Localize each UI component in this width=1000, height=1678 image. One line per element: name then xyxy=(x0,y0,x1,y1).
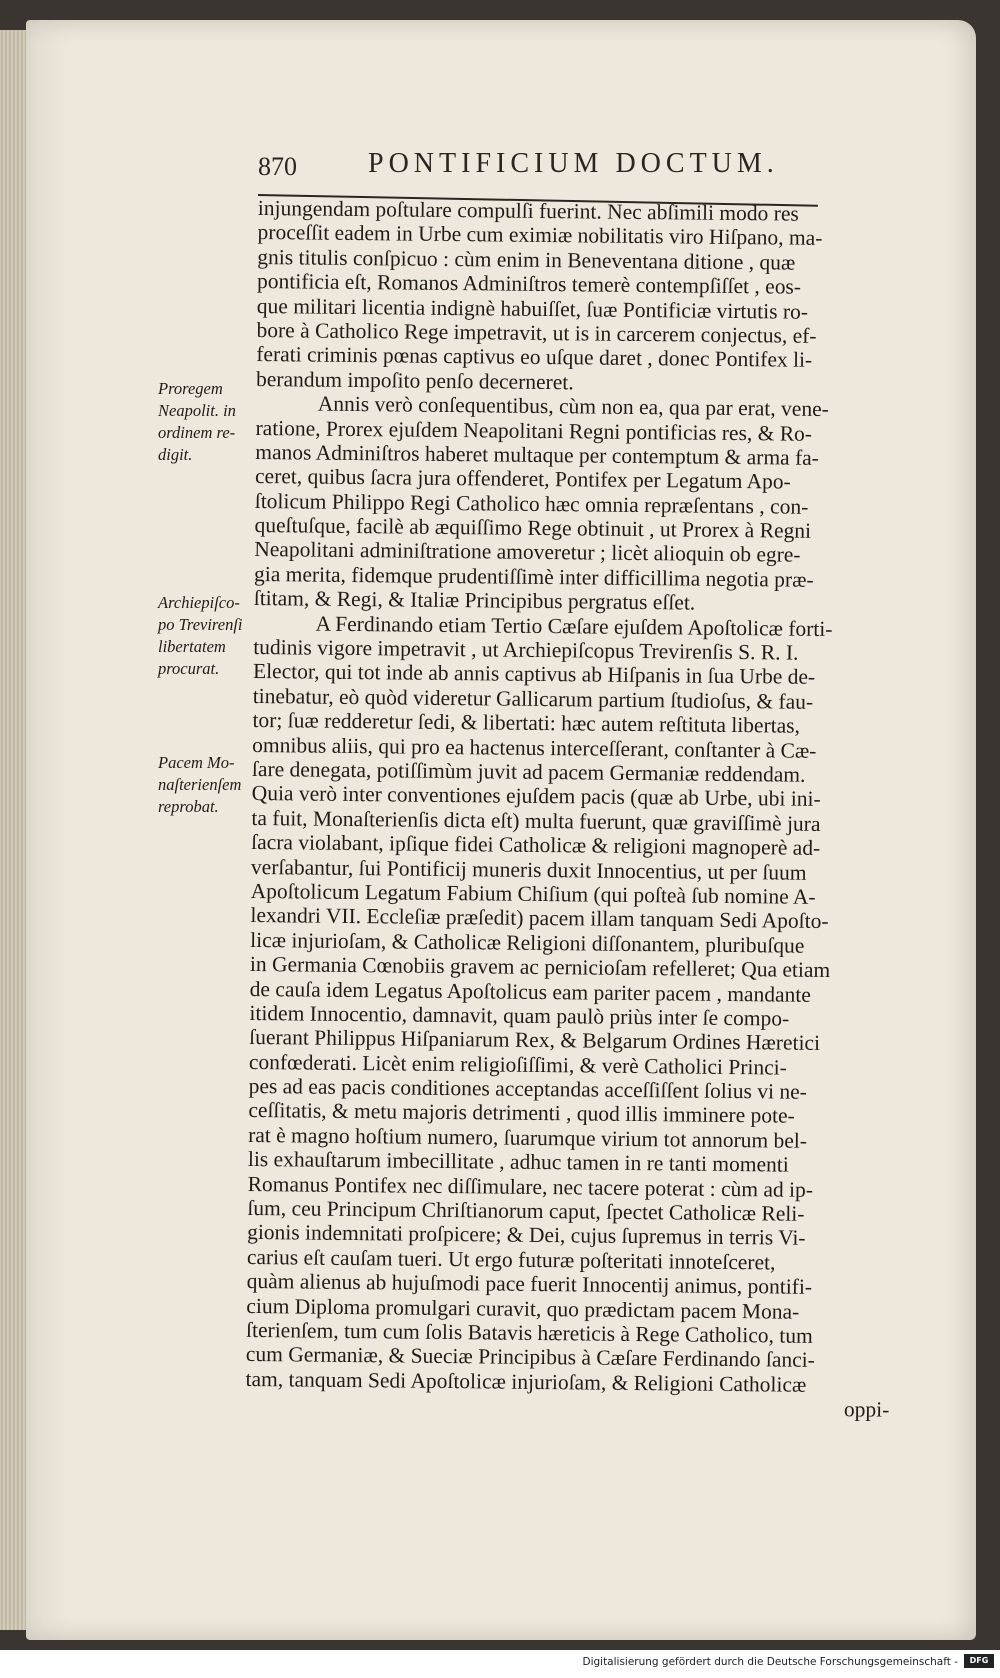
marginal-line: digit. xyxy=(158,445,193,464)
text-line: manos Adminiſtros haberet multaque per contemptum & arma fa- xyxy=(255,439,820,470)
marginal-line: Pacem Mo- xyxy=(158,753,235,772)
text-line: bore à Catholico Rege impetravit, ut is in carcerem conjectus, ef- xyxy=(256,317,817,348)
text-line: injungendam poſtulare compulſi fuerint. Nec abſimili modo res xyxy=(257,196,799,226)
marginal-line: procurat. xyxy=(158,659,220,678)
text-line: Apoſtolicum Legatum Fabium Chiſium (qui poſteà ſub nomine A- xyxy=(250,878,816,909)
marginal-line: po Trevirenſi xyxy=(158,615,243,634)
text-line: ſtitam, & Regi, & Italiæ Principibus pergratus eſſet. xyxy=(253,586,696,615)
text-line: A Ferdinando etiam Tertio Cæſare ejuſdem Apoſtolicæ forti- xyxy=(315,611,833,641)
text-line: ſuerant Philippus Hiſpaniarum Rex, & Belgarum Ordines Hæretici xyxy=(249,1025,821,1056)
marginal-line: naſterienſem xyxy=(158,775,242,794)
running-head xyxy=(258,148,818,188)
text-line: ta fuit, Monaſterienſis dicta eſt) multa fuerunt, quæ graviſſimè jura xyxy=(251,805,821,836)
text-line: proceſſit eadem in Urbe cum eximiæ nobilitatis viro Hiſpano, ma- xyxy=(257,220,823,251)
text-line: in Germania Cœnobiis gravem ac pernicioſam refelleret; Qua etiam xyxy=(249,952,831,983)
catchword: oppi- xyxy=(843,1397,890,1422)
marginal-line: Archiepiſco- xyxy=(158,593,240,612)
text-line: ſacra violabant, ipſique fidei Catholicæ & religioni magnoperè ad- xyxy=(251,830,821,861)
text-line: quàm alienus ab hujuſmodi pace fuerit Innocentij animus, pontifi- xyxy=(246,1269,813,1300)
dfg-logo: DFG xyxy=(964,1654,994,1668)
text-line: gionis indemnitati proſpicere; & Dei, cujus ſupremus in terris Vi- xyxy=(247,1220,806,1251)
text-line: gnis titulis conſpicuo : cùm enim in Beneventana ditione , quæ xyxy=(257,244,796,275)
text-line: omnibus aliis, qui pro ea hactenus interceſſerant, conſtanter à Cæ- xyxy=(252,732,817,763)
header-title: PONTIFICIUM DOCTUM. xyxy=(368,148,779,179)
text-line: queſtuſque, facilè ab æquiſſimo Rege obtinuit , ut Prorex à Regni xyxy=(254,513,812,543)
text-line: carius eſt cauſam tueri. Ut ergo futuræ poſteritati innoteſceret, xyxy=(246,1244,776,1275)
text-line: tinebatur, eò quòd videretur Gallicarum partium ſtudioſus, & fau- xyxy=(252,683,814,714)
text-line: Elector, qui tot inde ab annis captivus ab Hiſpanis in ſua Urbe de- xyxy=(252,659,816,690)
text-line: ferati criminis pœnas captivus eo uſque daret , donec Pontifex li- xyxy=(256,342,813,373)
text-line: Annis verò conſequentibus, cùm non ea, qua par erat, vene- xyxy=(317,391,829,422)
text-line: Neapolitani adminiſtratione amoveretur ; licèt alioquin ob egre- xyxy=(254,537,801,568)
text-line: tudinis vigore impetravit , ut Archiepiſcopus Trevirenſis S. R. I. xyxy=(253,635,799,665)
page-number: 870 xyxy=(258,152,297,181)
text-line: verſabantur, ſui Pontificij muneris duxit Innocentius, ut per ſuum xyxy=(250,854,807,885)
text-line: pes ad eas pacis conditiones acceptandas acceſſiſſent ſolius vi ne- xyxy=(248,1074,807,1104)
text-line: ſare denegata, potiſſimùm juvit ad pacem Germaniæ reddendam. xyxy=(251,756,806,787)
marginal-note-pacem xyxy=(158,752,256,818)
footer-credit: Digitalisierung gefördert durch die Deutsche Forschungsgemeinschaft - xyxy=(582,1656,958,1668)
text-line: lexandri VII. Eccleſiæ præſedit) pacem illam tanquam Sedi Apoſto- xyxy=(250,903,829,934)
marginal-note-archiepiscopo xyxy=(158,592,256,680)
text-line: tam, tanquam Sedi Apoſtolicæ injurioſam, & Religioni Catholicæ xyxy=(245,1366,807,1397)
text-line: que militari licentia indignè habuiſſet, ſuæ Pontificiæ virtutis ro- xyxy=(256,293,809,324)
text-line: lis exhauſtarum imbecillitate , adhuc tamen in re tanti momenti xyxy=(247,1147,789,1177)
text-line: gia merita, fidemque prudentiſſimè inter difficillima negotia præ- xyxy=(253,561,814,592)
marginal-line: ordinem re- xyxy=(158,423,236,442)
text-line: berandum impoſito penſo decerneret. xyxy=(255,366,574,395)
text-line: Quia verò inter conventiones ejuſdem pacis (quæ ab Urbe, ubi ini- xyxy=(251,781,821,812)
text-line: ratione, Prorex ejuſdem Neapolitani Regni pontificias res, & Ro- xyxy=(255,415,813,446)
text-line: de cauſa idem Legatus Apoſtolicus eam pariter pacem , mandante xyxy=(249,976,811,1007)
text-line: ſtolicum Philippo Regi Catholico hæc omnia repræſentans , con- xyxy=(254,488,809,519)
body-text xyxy=(245,196,918,1422)
text-line: ceſſitatis, & metu majoris detrimenti , quod illis imminere pote- xyxy=(248,1098,795,1129)
marginal-line: Neapolit. in xyxy=(158,401,236,420)
text-line: tor; ſuæ redderetur ſedi, & libertati: hæc autem reſtituta libertas, xyxy=(252,708,801,738)
text-line: ceret, quibus ſacra jura offenderet, Pontifex per Legatum Apo- xyxy=(254,464,791,494)
text-line: confœderati. Licèt enim religioſiſſimi, & verè Catholici Princi- xyxy=(248,1049,787,1080)
text-line: ſterienſem, tum cum ſolis Batavis hæreticis à Rege Catholico, tum xyxy=(245,1317,813,1348)
marginal-note-proregem xyxy=(158,378,256,466)
marginal-line: Proregem xyxy=(158,379,223,398)
text-line: ſum, ceu Principum Chriſtianorum caput, ſpectet Catholicæ Reli- xyxy=(247,1195,805,1226)
text-line: pontificia eſt, Romanos Adminiſtros temerè contempſiſſet , eos- xyxy=(256,269,802,299)
text-line: itidem Innocentio, damnavit, quam paulò priùs inter ſe compo- xyxy=(249,1000,790,1031)
marginal-line: libertatem xyxy=(158,637,226,656)
footer-bar xyxy=(0,1650,1000,1678)
text-line: cium Diploma promulgari curavit, quo prædictam pacem Mona- xyxy=(246,1293,800,1324)
text-line: licæ injurioſam, & Catholicæ Religioni diſſonantem, pluribuſque xyxy=(250,927,805,958)
marginal-line: reprobat. xyxy=(158,797,219,816)
text-line: Romanus Pontifex nec diſſimulare, nec tacere poterat : cùm ad ip- xyxy=(247,1171,814,1202)
text-line: cum Germaniæ, & Sueciæ Principibus à Cæſare Ferdinando ſanci- xyxy=(245,1342,816,1373)
text-line: rat è magno hoſtium numero, ſuarumque virium tot annorum bel- xyxy=(248,1122,808,1153)
